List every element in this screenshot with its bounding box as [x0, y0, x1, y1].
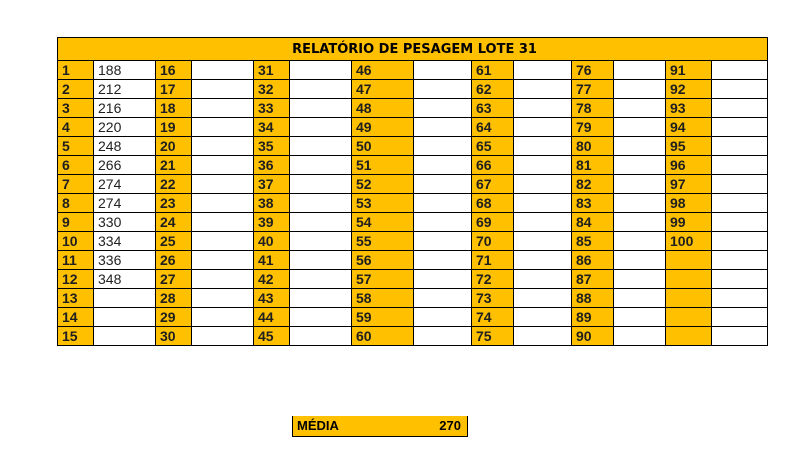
animal-number-cell: 85 — [572, 232, 614, 251]
animal-number-cell: 55 — [352, 232, 414, 251]
table-row — [58, 118, 768, 137]
animal-number-cell: 97 — [666, 175, 712, 194]
weight-cell — [192, 194, 254, 213]
animal-number-cell: 93 — [666, 99, 712, 118]
weight-cell — [712, 156, 768, 175]
animal-number-cell: 94 — [666, 118, 712, 137]
weight-cell — [290, 251, 352, 270]
weight-cell — [614, 61, 666, 80]
animal-number-cell: 37 — [254, 175, 290, 194]
animal-number-cell: 34 — [254, 118, 290, 137]
weight-cell — [712, 99, 768, 118]
weight-cell — [290, 175, 352, 194]
weight-cell — [192, 308, 254, 327]
animal-number-cell: 21 — [156, 156, 192, 175]
weight-cell — [514, 175, 572, 194]
weight-cell — [614, 99, 666, 118]
weight-cell: 330 — [94, 213, 156, 232]
animal-number-cell: 72 — [472, 270, 514, 289]
weight-cell — [514, 251, 572, 270]
weight-cell — [290, 99, 352, 118]
animal-number-cell: 73 — [472, 289, 514, 308]
animal-number-cell: 22 — [156, 175, 192, 194]
weight-cell — [414, 118, 472, 137]
animal-number-cell: 11 — [58, 251, 94, 270]
animal-number-cell: 74 — [472, 308, 514, 327]
weight-cell — [514, 137, 572, 156]
animal-number-cell: 44 — [254, 308, 290, 327]
animal-number-cell: 47 — [352, 80, 414, 99]
weight-cell — [614, 270, 666, 289]
animal-number-cell: 90 — [572, 327, 614, 346]
weighing-table-body — [58, 61, 768, 346]
animal-number-cell: 9 — [58, 213, 94, 232]
weight-cell: 348 — [94, 270, 156, 289]
animal-number-cell: 65 — [472, 137, 514, 156]
table-row — [58, 194, 768, 213]
weight-cell — [614, 213, 666, 232]
weight-cell — [712, 80, 768, 99]
animal-number-cell: 61 — [472, 61, 514, 80]
table-row — [58, 270, 768, 289]
weight-cell — [192, 61, 254, 80]
weight-cell — [414, 80, 472, 99]
weight-cell — [712, 175, 768, 194]
weight-cell — [614, 80, 666, 99]
animal-number-cell: 24 — [156, 213, 192, 232]
weight-cell — [712, 61, 768, 80]
weight-cell — [290, 194, 352, 213]
animal-number-cell: 56 — [352, 251, 414, 270]
weight-cell — [514, 232, 572, 251]
weight-cell — [414, 232, 472, 251]
animal-number-cell: 17 — [156, 80, 192, 99]
animal-number-cell: 95 — [666, 137, 712, 156]
table-row — [58, 308, 768, 327]
weight-cell — [94, 308, 156, 327]
animal-number-cell: 60 — [352, 327, 414, 346]
weight-cell — [192, 232, 254, 251]
table-row — [58, 232, 768, 251]
animal-number-cell: 87 — [572, 270, 614, 289]
animal-number-cell: 12 — [58, 270, 94, 289]
animal-number-cell: 66 — [472, 156, 514, 175]
animal-number-cell — [666, 327, 712, 346]
animal-number-cell: 50 — [352, 137, 414, 156]
weight-cell — [290, 327, 352, 346]
weight-cell — [712, 289, 768, 308]
animal-number-cell: 45 — [254, 327, 290, 346]
weight-cell — [514, 194, 572, 213]
animal-number-cell: 42 — [254, 270, 290, 289]
weight-cell — [514, 118, 572, 137]
weight-cell — [192, 99, 254, 118]
animal-number-cell: 52 — [352, 175, 414, 194]
weight-cell — [290, 137, 352, 156]
animal-number-cell: 71 — [472, 251, 514, 270]
weight-cell — [192, 137, 254, 156]
animal-number-cell: 28 — [156, 289, 192, 308]
animal-number-cell: 79 — [572, 118, 614, 137]
weight-cell — [414, 251, 472, 270]
animal-number-cell: 70 — [472, 232, 514, 251]
weight-cell — [414, 289, 472, 308]
weight-cell: 274 — [94, 175, 156, 194]
animal-number-cell: 75 — [472, 327, 514, 346]
animal-number-cell: 88 — [572, 289, 614, 308]
animal-number-cell — [666, 289, 712, 308]
animal-number-cell: 57 — [352, 270, 414, 289]
weight-cell — [290, 289, 352, 308]
weight-cell: 248 — [94, 137, 156, 156]
animal-number-cell: 40 — [254, 232, 290, 251]
weight-cell — [514, 270, 572, 289]
weight-cell — [712, 270, 768, 289]
animal-number-cell: 27 — [156, 270, 192, 289]
animal-number-cell: 19 — [156, 118, 192, 137]
weight-cell — [514, 327, 572, 346]
table-row — [58, 327, 768, 346]
animal-number-cell: 78 — [572, 99, 614, 118]
weighing-table — [57, 37, 768, 346]
animal-number-cell: 77 — [572, 80, 614, 99]
table-row — [58, 99, 768, 118]
weight-cell — [712, 194, 768, 213]
weight-cell — [614, 327, 666, 346]
average-label: MÉDIA — [297, 418, 339, 433]
weight-cell — [290, 80, 352, 99]
weight-cell — [192, 156, 254, 175]
weight-cell — [290, 156, 352, 175]
weight-cell — [514, 99, 572, 118]
weight-cell — [94, 327, 156, 346]
weight-cell: 334 — [94, 232, 156, 251]
weight-cell — [290, 61, 352, 80]
animal-number-cell: 3 — [58, 99, 94, 118]
animal-number-cell: 82 — [572, 175, 614, 194]
animal-number-cell — [666, 251, 712, 270]
animal-number-cell: 2 — [58, 80, 94, 99]
weight-cell — [192, 118, 254, 137]
animal-number-cell: 10 — [58, 232, 94, 251]
animal-number-cell: 69 — [472, 213, 514, 232]
animal-number-cell: 32 — [254, 80, 290, 99]
animal-number-cell: 35 — [254, 137, 290, 156]
weight-cell — [192, 80, 254, 99]
weight-cell: 212 — [94, 80, 156, 99]
animal-number-cell: 91 — [666, 61, 712, 80]
animal-number-cell: 100 — [666, 232, 712, 251]
animal-number-cell: 7 — [58, 175, 94, 194]
animal-number-cell: 4 — [58, 118, 94, 137]
animal-number-cell: 36 — [254, 156, 290, 175]
weight-cell — [514, 308, 572, 327]
report-title: RELATÓRIO DE PESAGEM LOTE 31 — [58, 38, 768, 61]
weight-cell — [614, 308, 666, 327]
weight-cell — [414, 175, 472, 194]
weight-cell — [414, 156, 472, 175]
weight-cell — [712, 308, 768, 327]
weight-cell — [290, 270, 352, 289]
table-row — [58, 213, 768, 232]
animal-number-cell: 6 — [58, 156, 94, 175]
weight-cell — [290, 232, 352, 251]
animal-number-cell: 1 — [58, 61, 94, 80]
weight-cell — [614, 289, 666, 308]
animal-number-cell: 68 — [472, 194, 514, 213]
weight-cell — [712, 251, 768, 270]
weight-cell — [614, 194, 666, 213]
weight-cell: 274 — [94, 194, 156, 213]
animal-number-cell: 41 — [254, 251, 290, 270]
weight-cell — [614, 175, 666, 194]
weight-cell: 220 — [94, 118, 156, 137]
weight-cell — [514, 80, 572, 99]
weight-cell — [290, 213, 352, 232]
weight-cell — [414, 99, 472, 118]
animal-number-cell: 46 — [352, 61, 414, 80]
animal-number-cell: 63 — [472, 99, 514, 118]
animal-number-cell: 5 — [58, 137, 94, 156]
weight-cell — [514, 61, 572, 80]
weight-cell — [414, 194, 472, 213]
animal-number-cell: 62 — [472, 80, 514, 99]
weight-cell — [414, 137, 472, 156]
animal-number-cell: 76 — [572, 61, 614, 80]
animal-number-cell: 64 — [472, 118, 514, 137]
weight-cell — [712, 213, 768, 232]
animal-number-cell: 33 — [254, 99, 290, 118]
table-row — [58, 156, 768, 175]
animal-number-cell: 20 — [156, 137, 192, 156]
animal-number-cell: 15 — [58, 327, 94, 346]
animal-number-cell: 48 — [352, 99, 414, 118]
weight-cell: 266 — [94, 156, 156, 175]
animal-number-cell: 51 — [352, 156, 414, 175]
animal-number-cell: 26 — [156, 251, 192, 270]
animal-number-cell: 8 — [58, 194, 94, 213]
animal-number-cell — [666, 270, 712, 289]
animal-number-cell: 43 — [254, 289, 290, 308]
weight-cell — [614, 251, 666, 270]
weight-cell — [614, 137, 666, 156]
weight-cell — [712, 327, 768, 346]
average-value: 270 — [439, 418, 461, 433]
animal-number-cell: 80 — [572, 137, 614, 156]
weight-cell: 336 — [94, 251, 156, 270]
animal-number-cell: 96 — [666, 156, 712, 175]
animal-number-cell: 39 — [254, 213, 290, 232]
weight-cell: 216 — [94, 99, 156, 118]
animal-number-cell — [666, 308, 712, 327]
weight-cell — [414, 327, 472, 346]
average-box — [292, 416, 468, 437]
animal-number-cell: 18 — [156, 99, 192, 118]
weight-cell — [514, 289, 572, 308]
animal-number-cell: 30 — [156, 327, 192, 346]
animal-number-cell: 25 — [156, 232, 192, 251]
animal-number-cell: 53 — [352, 194, 414, 213]
animal-number-cell: 16 — [156, 61, 192, 80]
animal-number-cell: 81 — [572, 156, 614, 175]
weight-cell — [192, 270, 254, 289]
weight-cell — [712, 118, 768, 137]
weight-cell — [514, 156, 572, 175]
weight-cell: 188 — [94, 61, 156, 80]
table-row — [58, 80, 768, 99]
weight-cell — [290, 308, 352, 327]
weight-cell — [514, 213, 572, 232]
animal-number-cell: 29 — [156, 308, 192, 327]
animal-number-cell: 89 — [572, 308, 614, 327]
animal-number-cell: 84 — [572, 213, 614, 232]
table-row — [58, 289, 768, 308]
animal-number-cell: 31 — [254, 61, 290, 80]
animal-number-cell: 54 — [352, 213, 414, 232]
weight-cell — [414, 308, 472, 327]
weight-cell — [192, 327, 254, 346]
table-row — [58, 137, 768, 156]
weighing-report-sheet — [57, 37, 768, 346]
weight-cell — [614, 156, 666, 175]
weight-cell — [192, 251, 254, 270]
animal-number-cell: 99 — [666, 213, 712, 232]
animal-number-cell: 92 — [666, 80, 712, 99]
animal-number-cell: 23 — [156, 194, 192, 213]
weight-cell — [614, 232, 666, 251]
animal-number-cell: 86 — [572, 251, 614, 270]
weight-cell — [712, 232, 768, 251]
weight-cell — [94, 289, 156, 308]
animal-number-cell: 13 — [58, 289, 94, 308]
table-row — [58, 175, 768, 194]
table-row — [58, 61, 768, 80]
animal-number-cell: 83 — [572, 194, 614, 213]
animal-number-cell: 67 — [472, 175, 514, 194]
animal-number-cell: 59 — [352, 308, 414, 327]
weight-cell — [712, 137, 768, 156]
animal-number-cell: 98 — [666, 194, 712, 213]
weight-cell — [290, 118, 352, 137]
animal-number-cell: 49 — [352, 118, 414, 137]
weight-cell — [414, 61, 472, 80]
animal-number-cell: 14 — [58, 308, 94, 327]
weight-cell — [192, 175, 254, 194]
weight-cell — [414, 270, 472, 289]
weight-cell — [192, 289, 254, 308]
weight-cell — [614, 118, 666, 137]
animal-number-cell: 58 — [352, 289, 414, 308]
weight-cell — [192, 213, 254, 232]
animal-number-cell: 38 — [254, 194, 290, 213]
weight-cell — [414, 213, 472, 232]
table-row — [58, 251, 768, 270]
